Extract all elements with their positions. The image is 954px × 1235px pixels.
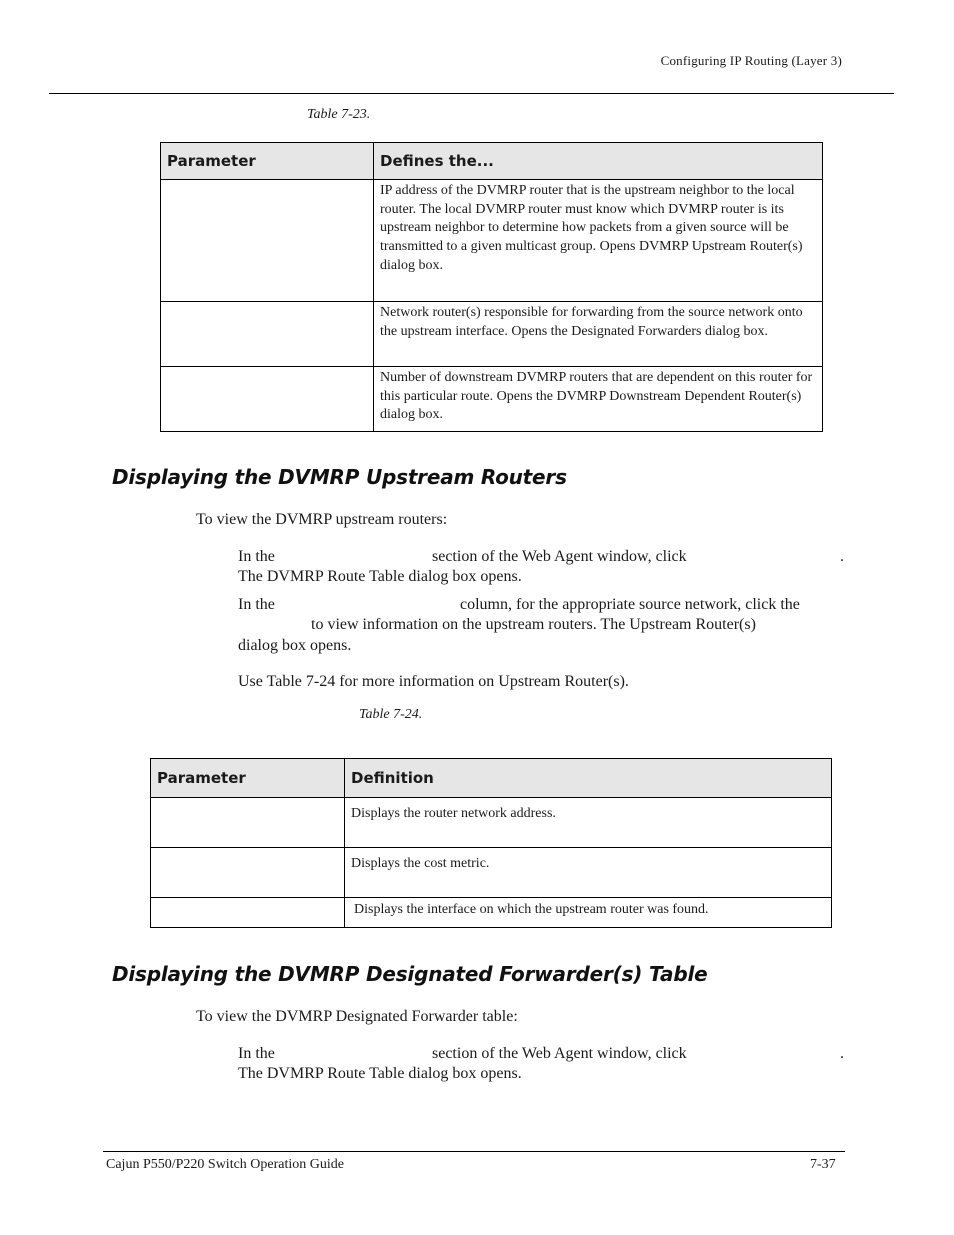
step-text: . (840, 1045, 844, 1062)
upstream-router-table (150, 758, 832, 928)
section-heading: Displaying the DVMRP Designated Forwarder(s) Table (112, 962, 708, 986)
table-row (151, 898, 832, 928)
footer-rule (103, 1151, 845, 1152)
definition-cell: Network router(s) responsible for forwarding from the source network onto the upstream interface. Opens the Designated Forwarders dialog box. (374, 302, 823, 367)
step-text: dialog box opens. (238, 637, 352, 654)
step-text: In the (238, 548, 275, 565)
section-heading: Displaying the DVMRP Upstream Routers (112, 465, 567, 489)
column-header-parameter: Parameter (151, 759, 345, 798)
table-caption: Table 7-24. (359, 707, 423, 722)
param-cell (151, 848, 345, 898)
table-row (161, 180, 823, 302)
step-text: . (840, 548, 844, 565)
parameters-table (160, 142, 823, 432)
running-header: Configuring IP Routing (Layer 3) (660, 53, 842, 68)
definition-cell: Displays the router network address. (345, 798, 832, 848)
definition-cell: IP address of the DVMRP router that is the upstream neighbor to the local router. The local DVMRP router must know which DVMRP router is its upstream neighbor to determine how packets from a given source will be transmitted to a given multicast group. Opens DVMRP Upstream Router(s) dialog box. (374, 180, 823, 302)
intro-text: To view the DVMRP Designated Forwarder table: (196, 1008, 518, 1025)
param-cell (161, 367, 374, 432)
definition-cell: Displays the cost metric. (345, 848, 832, 898)
table-header-row (151, 759, 832, 798)
table-row (151, 798, 832, 848)
step-text: section of the Web Agent window, click (432, 548, 687, 565)
table-caption: Table 7-23. (307, 107, 371, 122)
header-rule (49, 93, 894, 94)
step-text: In the (238, 596, 275, 613)
step-text: In the (238, 1045, 275, 1062)
footer-guide-title: Cajun P550/P220 Switch Operation Guide (106, 1157, 344, 1172)
param-cell (151, 798, 345, 848)
param-cell (161, 180, 374, 302)
column-header-definition: Defines the... (374, 143, 823, 180)
step-text: section of the Web Agent window, click (432, 1045, 687, 1062)
param-cell (161, 302, 374, 367)
table-row (161, 367, 823, 432)
step-text: The DVMRP Route Table dialog box opens. (238, 1065, 522, 1082)
step-text: column, for the appropriate source network, click the (460, 596, 800, 613)
page-number: 7-37 (810, 1157, 836, 1172)
table-row (161, 302, 823, 367)
column-header-parameter: Parameter (161, 143, 374, 180)
intro-text: To view the DVMRP upstream routers: (196, 511, 448, 528)
step-text: The DVMRP Route Table dialog box opens. (238, 568, 522, 585)
table-header-row (161, 143, 823, 180)
definition-cell: Displays the interface on which the upstream router was found. (345, 898, 832, 928)
table-row (151, 848, 832, 898)
step-text: to view information on the upstream routers. The Upstream Router(s) (311, 616, 756, 633)
definition-cell: Number of downstream DVMRP routers that are dependent on this router for this particular route. Opens the DVMRP Downstream Dependent Router(s) dialog box. (374, 367, 823, 432)
param-cell (151, 898, 345, 928)
note-text: Use Table 7-24 for more information on Upstream Router(s). (238, 673, 629, 690)
column-header-definition: Definition (345, 759, 832, 798)
